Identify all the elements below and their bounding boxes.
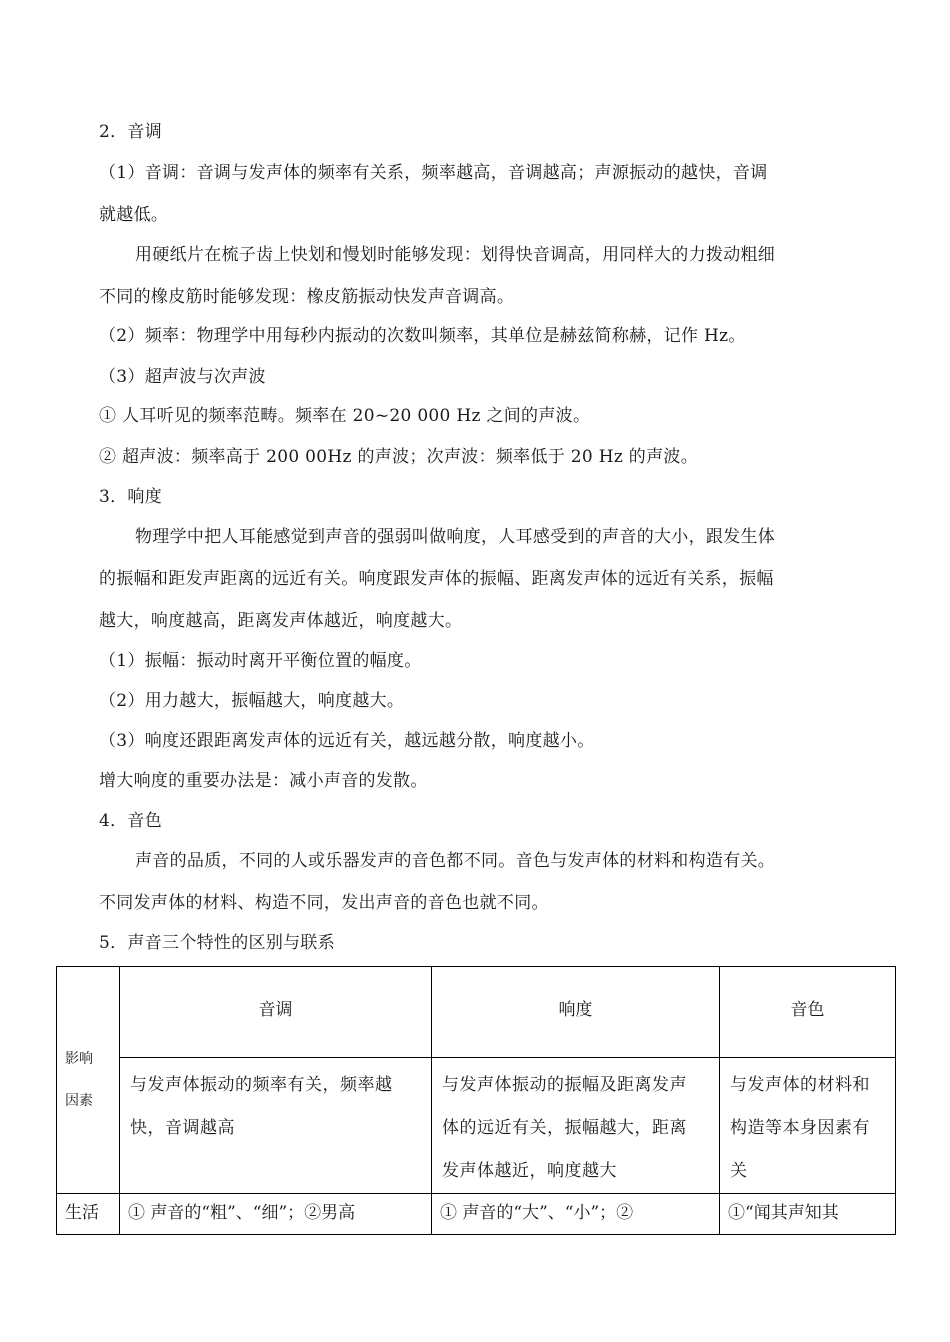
text-line: 4．音色 — [99, 811, 163, 831]
text-line: 3．响度 — [99, 487, 163, 507]
text-line: ② 超声波：频率高于 200 00Hz 的声波；次声波：频率低于 20 Hz 的声波。 — [99, 447, 698, 467]
factor-timbre: 与发声体的材料和 构造等本身因素有 关 — [720, 1058, 896, 1194]
text-line: 的振幅和距发声距离的远近有关。响度跟发声体的振幅、距离发声体的远近有关系，振幅 — [99, 569, 774, 589]
text-line: （1）音调：音调与发声体的频率有关系，频率越高，音调越高；声源振动的越快，音调 — [99, 163, 768, 183]
life-loudness: ① 声音的“大”、“小”；② — [432, 1194, 720, 1235]
factor-loudness: 与发声体振动的振幅及距离发声 体的远近有关，振幅越大，距离 发声体越近，响度越大 — [432, 1058, 720, 1194]
text-line: 不同的橡皮筋时能够发现：橡皮筋振动快发声音调高。 — [99, 287, 515, 307]
text-line: （3）响度还跟距离发声体的远近有关，越远越分散，响度越小。 — [99, 731, 595, 751]
life-timbre: ①“闻其声知其 — [720, 1194, 896, 1235]
sound-properties-table — [56, 966, 896, 1235]
header-timbre: 音色 — [720, 967, 896, 1058]
text-line: （1）振幅：振动时离开平衡位置的幅度。 — [99, 651, 422, 671]
row-label-life: 生活 — [57, 1194, 120, 1235]
factor-pitch: 与发声体振动的频率有关，频率越 快，音调越高 — [120, 1058, 432, 1194]
text-line: 5．声音三个特性的区别与联系 — [99, 933, 336, 953]
text-line: 2．音调 — [99, 122, 163, 142]
text-line: 就越低。 — [99, 205, 169, 225]
text-line: 越大，响度越高，距离发声体越近，响度越大。 — [99, 611, 463, 631]
text-line: （3）超声波与次声波 — [99, 367, 266, 387]
text-line: 不同发声体的材料、构造不同，发出声音的音色也就不同。 — [99, 893, 549, 913]
text-line: 增大响度的重要办法是：减小声音的发散。 — [99, 771, 428, 791]
text-line: 物理学中把人耳能感觉到声音的强弱叫做响度，人耳感受到的声音的大小，跟发生体 — [135, 527, 776, 547]
text-line: 用硬纸片在梳子齿上快划和慢划时能够发现：划得快音调高，用同样大的力拨动粗细 — [135, 245, 776, 265]
text-line: （2）用力越大，振幅越大，响度越大。 — [99, 691, 405, 711]
header-loudness: 响度 — [432, 967, 720, 1058]
text-line: （2）频率：物理学中用每秒内振动的次数叫频率，其单位是赫兹简称赫，记作 Hz。 — [99, 326, 746, 346]
life-pitch: ① 声音的“粗”、“细”；②男高 — [120, 1194, 432, 1235]
text-line: 声音的品质，不同的人或乐器发声的音色都不同。音色与发声体的材料和构造有关。 — [135, 851, 776, 871]
row-label-factors: 影响 因素 — [57, 967, 120, 1194]
header-pitch: 音调 — [120, 967, 432, 1058]
text-line: ① 人耳听见的频率范畴。频率在 20~20 000 Hz 之间的声波。 — [99, 406, 591, 426]
